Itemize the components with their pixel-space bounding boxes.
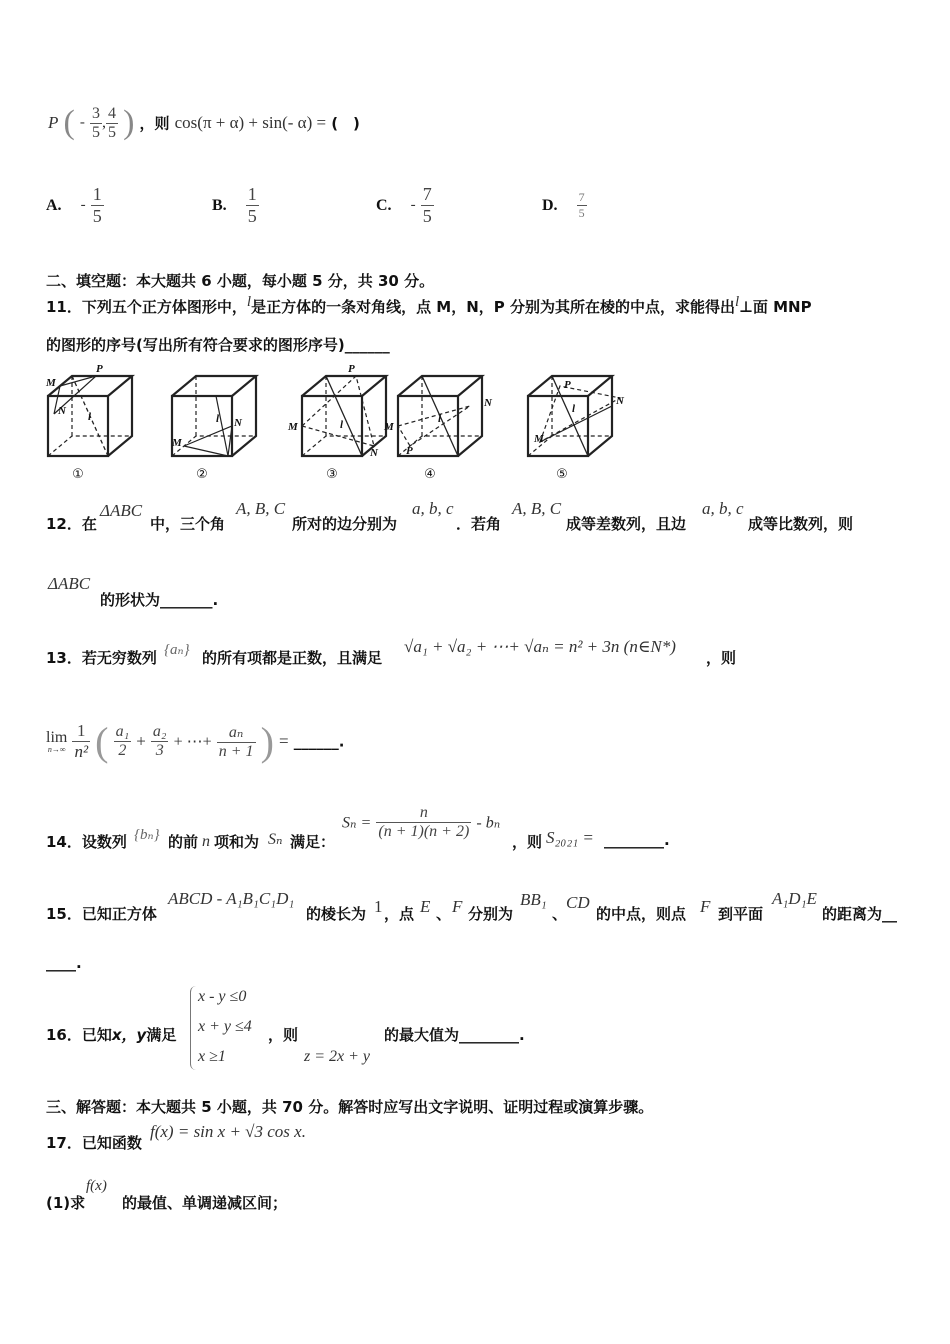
figure-label: ① [72, 467, 84, 482]
vars-xy: x，y [111, 1026, 147, 1044]
trig-expression: cos(π + α) + sin(- α) = [174, 113, 327, 132]
diagonal-l: l [734, 294, 740, 310]
x-coordinate: $\frac{3}{5}$ [92, 104, 100, 141]
option-label: B. [212, 197, 227, 214]
q12-text-3: ．若角 [456, 515, 502, 533]
q15-text-8: 的距离为__ [822, 905, 898, 923]
svg-text:l: l [572, 403, 576, 415]
q11-line1 [46, 296, 812, 317]
q12-text-6: 的形状为_______. [100, 591, 219, 609]
q15-num: 15．已知正方体 [46, 905, 157, 923]
q17-num: 17．已知函数 [46, 1134, 142, 1152]
q14-text-3: 满足： [290, 833, 336, 851]
q15-answer-blank[interactable]: ____. [46, 954, 82, 972]
q13-text-2: ，则 [706, 649, 737, 667]
svg-text:l: l [340, 419, 344, 431]
sequence-an: {aₙ} [164, 642, 190, 658]
sn-lhs: Sₙ = [342, 814, 372, 832]
point-label: P [48, 113, 59, 132]
objective-z: z = 2x + y [304, 1048, 371, 1065]
paren-open: ( [63, 104, 75, 141]
cube-figures [40, 362, 640, 482]
svg-text:M: M [172, 437, 182, 449]
svg-text:P: P [564, 379, 571, 391]
triangle-abc: ΔABC [100, 501, 143, 520]
var-n: n [202, 833, 210, 850]
q17-part1-fx: f(x) [86, 1178, 107, 1194]
term-2: $\frac{\text{a₂}}{3}$ [152, 723, 167, 759]
svg-text:M: M [534, 433, 544, 445]
cube-figure-2 [172, 376, 256, 456]
svg-text:N: N [370, 447, 378, 459]
edge-cd: CD [566, 893, 590, 912]
option-fraction: $\frac{7}{5}$ [422, 184, 432, 226]
then-text: ，则 [139, 114, 170, 133]
option-label: A. [46, 197, 62, 214]
q14-num: 14．设数列 [46, 833, 127, 851]
angles-abc: A, B, C [236, 499, 286, 518]
section-3-title: 三、解答题：本大题共 5 小题，共 70 分。解答时应写出文字说明、证明过程或演算步骤。 [46, 1098, 654, 1116]
q12-text-4: 成等差数列，且边 [566, 515, 687, 533]
term-1: $\frac{\text{a₁}}{2}$ [115, 723, 130, 759]
lim-operator: lim n→∞ [46, 729, 68, 754]
minus-sign: - [79, 114, 85, 131]
svg-text:N: N [234, 417, 242, 429]
paren-open: ( [95, 719, 109, 764]
svg-text:N: N [484, 397, 492, 409]
option-d[interactable] [542, 190, 587, 221]
q13-text-1: 的所有项都是正数，且满足 [202, 649, 383, 667]
sn-formula [342, 804, 500, 856]
function-definition: f(x) = sin x + √3 cos x. [150, 1122, 306, 1141]
sqrt-sum-equation: √a₁ + √a₂ + ⋯+ √aₙ = n² + 3n (n∈N*) [404, 637, 676, 656]
q12-text-1: 中，三个角 [150, 515, 226, 533]
paren-close: ) [260, 719, 274, 764]
q14-answer-blank[interactable]: ________. [604, 831, 670, 849]
q14-text-2: 项和为 [214, 833, 260, 851]
q16-text-3: 的最大值为________. [384, 1026, 525, 1044]
one-over-n2: $\frac{1}{\text{n²}}$ [74, 721, 89, 761]
diagonal-l: l [246, 294, 252, 310]
answer-blank[interactable]: ______. [293, 732, 345, 751]
option-sign: - [410, 197, 416, 213]
q15-text-6: 的中点，则点 [596, 905, 687, 923]
q14-text-4: ，则 [512, 833, 543, 851]
equals: = [279, 731, 289, 751]
q15-text-7: 到平面 [718, 905, 764, 923]
option-c[interactable] [376, 184, 434, 227]
q16-text-0: 16．已知 [46, 1026, 112, 1044]
point-f: F [452, 897, 463, 916]
constraint-2: x + y ≤4 [198, 1018, 252, 1035]
option-b[interactable] [212, 184, 259, 227]
q12-text-5: 成等比数列，则 [748, 515, 854, 533]
q15-text-1: 的棱长为 [306, 905, 367, 923]
ellipsis: + ⋯+ [173, 733, 212, 751]
sides-abc: a, b, c [412, 499, 454, 518]
q12-text-2: 所对的边分别为 [292, 515, 398, 533]
comma: , [102, 114, 106, 131]
plane-a1d1e: A₁D₁E [772, 889, 817, 908]
option-sign: - [80, 197, 86, 213]
q16-text-1: 满足 [146, 1026, 177, 1044]
svg-text:M: M [46, 377, 56, 389]
svg-text:l: l [216, 413, 220, 425]
var-sn: Sₙ [268, 831, 283, 848]
q11-text-b: 是正方体的一条对角线，点 M，N，P 分别为其所在棱的中点，求能得出 [251, 298, 735, 316]
plus: + [136, 731, 146, 751]
edge-length: 1 [374, 897, 383, 916]
section-2-title: 二、填空题：本大题共 6 小题，每小题 5 分，共 30 分。 [46, 272, 435, 290]
svg-text:N: N [616, 395, 624, 407]
minus-bn: - bₙ [476, 814, 501, 832]
point-e: E [420, 897, 431, 916]
svg-text:P: P [406, 445, 413, 457]
q15-text-5: 、 [552, 905, 568, 923]
svg-text:N: N [58, 405, 66, 417]
svg-text:l: l [438, 413, 442, 425]
q12-num: 12．在 [46, 515, 97, 533]
option-fraction: $\frac{7}{5}$ [578, 190, 585, 220]
option-fraction: $\frac{1}{5}$ [92, 184, 102, 226]
constraint-3: x ≥1 [198, 1048, 226, 1065]
q11-line2: 的图形的序号(写出所有符合要求的图形序号)______ [46, 336, 390, 354]
q13-num: 13．若无穷数列 [46, 649, 157, 667]
q11-text-c: ⊥面 MNP [739, 298, 812, 316]
sides-abc-2: a, b, c [702, 499, 744, 518]
term-n: $\frac{\text{aₙ}}{n + 1}$ [218, 724, 254, 760]
svg-text:P: P [96, 363, 103, 375]
figure-label: ③ [326, 467, 338, 482]
q17-part1-b: 的最值、单调递减区间； [122, 1194, 288, 1212]
figure-label: ⑤ [556, 467, 568, 482]
q10-stem [48, 104, 360, 152]
q14-text-1: 的前 [168, 833, 199, 851]
edge-bb1: BB₁ [520, 890, 547, 909]
svg-text:l: l [88, 411, 92, 423]
figure-label: ② [196, 467, 208, 482]
answer-paren: ( ) [331, 114, 360, 133]
q15-text-3: 、 [436, 905, 452, 923]
cube-name: ABCD - A₁B₁C₁D₁ [168, 889, 295, 908]
s2021: S₂₀₂₁ = [546, 828, 594, 847]
angles-abc-2: A, B, C [512, 499, 562, 518]
svg-text:M: M [288, 421, 298, 433]
q16-num [46, 1024, 176, 1045]
q16-text-2: ，则 [268, 1026, 299, 1044]
q11-text-a: 11．下列五个正方体图形中， [46, 298, 247, 316]
q15-text-2: ，点 [384, 905, 415, 923]
option-label: C. [376, 197, 392, 214]
constraint-1: x - y ≤0 [198, 988, 247, 1005]
sequence-bn: {bₙ} [134, 827, 160, 843]
option-a[interactable] [46, 184, 104, 227]
option-label: D. [542, 197, 558, 214]
q17-part1-a: (1)求 [46, 1194, 86, 1212]
svg-text:M: M [384, 421, 394, 433]
triangle-abc-2: ΔABC [48, 574, 91, 593]
y-coordinate: $\frac{4}{5}$ [108, 104, 116, 141]
option-fraction: $\frac{1}{5}$ [247, 184, 257, 226]
sn-fraction: $\frac{n}{(n + 1)(n + 2)}$ [378, 804, 470, 840]
svg-text:P: P [348, 363, 355, 375]
limit-expression [46, 718, 344, 774]
figure-label: ④ [424, 467, 436, 482]
cube-figure-3 [302, 376, 386, 456]
q15-text-4: 分别为 [468, 905, 514, 923]
point-f-2: F [700, 897, 711, 916]
paren-close: ) [123, 104, 135, 141]
